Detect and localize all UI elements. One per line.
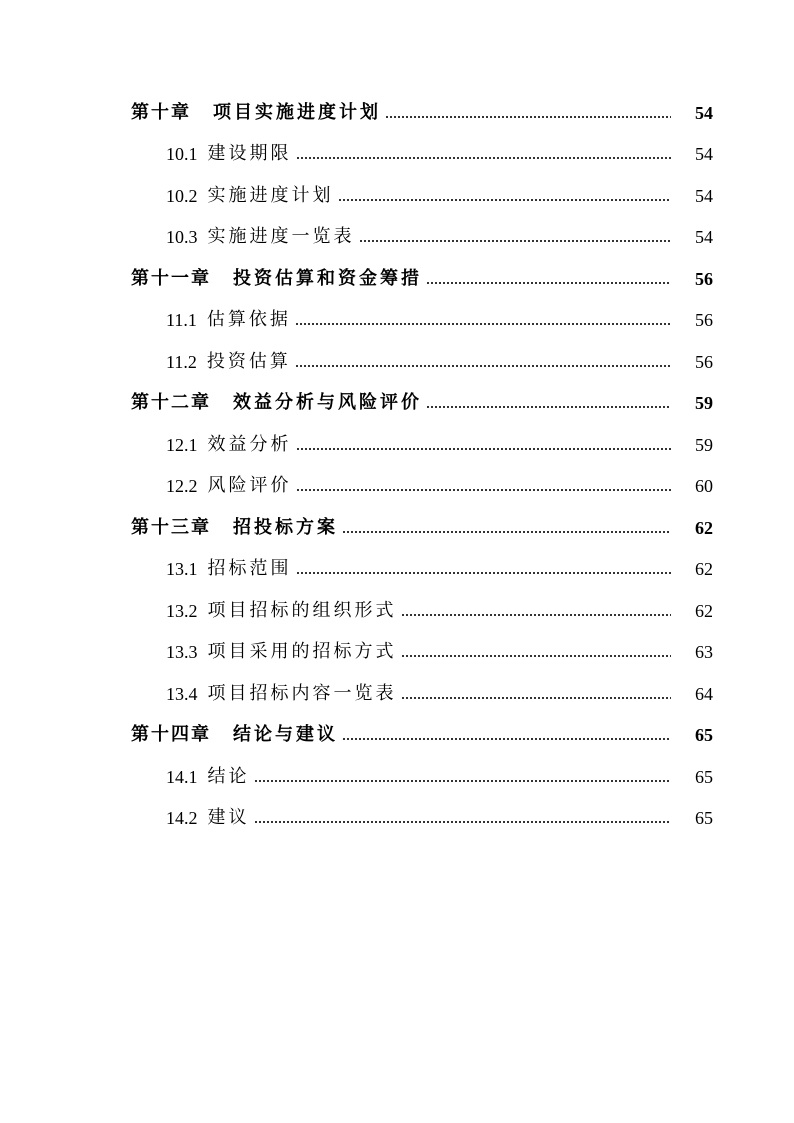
toc-entry-page: 60 bbox=[695, 476, 713, 496]
toc-entry-page: 56 bbox=[695, 310, 713, 330]
toc-entry-number: 10.1 bbox=[166, 144, 198, 164]
leader-dots bbox=[342, 531, 671, 533]
toc-entry-page: 65 bbox=[695, 808, 713, 828]
toc-entry-number: 14.1 bbox=[166, 767, 198, 787]
toc-entry-page: 54 bbox=[695, 103, 713, 123]
toc-entry-page: 54 bbox=[695, 227, 713, 247]
leader-dots bbox=[254, 821, 672, 823]
toc-entry-chapter[interactable] bbox=[131, 714, 713, 746]
toc-entry-title: 效益分析与风险评价 bbox=[233, 392, 422, 413]
toc-entry-page: 62 bbox=[695, 559, 713, 579]
toc-entry-section[interactable] bbox=[166, 548, 713, 580]
toc-entry-section[interactable] bbox=[166, 133, 713, 165]
toc-entry-page: 62 bbox=[695, 601, 713, 621]
toc-entry-section[interactable] bbox=[166, 216, 713, 248]
toc-entry-section[interactable] bbox=[166, 299, 713, 331]
toc-entry-section[interactable] bbox=[166, 175, 713, 207]
toc-entry-number: 11.1 bbox=[166, 310, 197, 330]
leader-dots bbox=[296, 448, 672, 450]
toc-entry-chapter[interactable] bbox=[131, 382, 713, 414]
toc-entry-number: 13.2 bbox=[166, 601, 198, 621]
toc-entry-title: 风险评价 bbox=[207, 475, 292, 496]
toc-entry-title: 效益分析 bbox=[207, 434, 292, 455]
toc-entry-title: 建设期限 bbox=[207, 143, 292, 164]
toc-entry-number: 10.3 bbox=[166, 227, 198, 247]
leader-dots bbox=[254, 780, 672, 782]
toc-entry-number: 第十章 bbox=[131, 102, 191, 122]
toc-entry-page: 64 bbox=[695, 684, 713, 704]
toc-entry-chapter[interactable] bbox=[131, 258, 713, 290]
toc-entry-title: 实施进度计划 bbox=[207, 185, 334, 206]
toc-entry-page: 54 bbox=[695, 144, 713, 164]
toc-entry-title: 实施进度一览表 bbox=[207, 226, 355, 247]
leader-dots bbox=[295, 323, 671, 325]
toc-entry-page: 63 bbox=[695, 642, 713, 662]
leader-dots bbox=[342, 738, 671, 740]
toc-entry-number: 10.2 bbox=[166, 186, 198, 206]
leader-dots bbox=[296, 572, 672, 574]
toc-entry-page: 54 bbox=[695, 186, 713, 206]
toc-entry-title: 投资估算 bbox=[206, 351, 291, 372]
toc-entry-number: 11.2 bbox=[166, 352, 197, 372]
toc-entry-page: 56 bbox=[695, 269, 713, 289]
toc-entry-chapter[interactable] bbox=[131, 92, 713, 124]
toc-entry-number: 14.2 bbox=[166, 808, 198, 828]
leader-dots bbox=[296, 489, 672, 491]
toc-entry-title: 结论与建议 bbox=[233, 724, 338, 745]
leader-dots bbox=[296, 157, 672, 159]
leader-dots bbox=[426, 406, 671, 408]
toc-entry-page: 65 bbox=[695, 767, 713, 787]
toc-entry-number: 第十一章 bbox=[131, 268, 211, 288]
toc-entry-number: 12.2 bbox=[166, 476, 198, 496]
toc-entry-page: 56 bbox=[695, 352, 713, 372]
leader-dots bbox=[359, 240, 672, 242]
toc-entry-section[interactable] bbox=[166, 631, 713, 663]
toc-entry-title: 项目招标内容一览表 bbox=[207, 683, 397, 704]
toc-entry-page: 65 bbox=[695, 725, 713, 745]
toc-entry-section[interactable] bbox=[166, 341, 713, 373]
toc-entry-title: 招标范围 bbox=[207, 558, 292, 579]
toc-entry-section[interactable] bbox=[166, 590, 713, 622]
toc-entry-title: 招投标方案 bbox=[233, 517, 338, 538]
toc-entry-section[interactable] bbox=[166, 465, 713, 497]
toc-entry-section[interactable] bbox=[166, 797, 713, 829]
leader-dots bbox=[295, 365, 671, 367]
toc-entry-page: 59 bbox=[695, 435, 713, 455]
toc-entry-number: 13.3 bbox=[166, 642, 198, 662]
toc-entry-title: 项目采用的招标方式 bbox=[207, 641, 397, 662]
toc-entry-number: 13.4 bbox=[166, 684, 198, 704]
toc-entry-section[interactable] bbox=[166, 673, 713, 705]
toc-entry-page: 62 bbox=[695, 518, 713, 538]
toc-entry-number: 13.1 bbox=[166, 559, 198, 579]
toc-entry-title: 估算依据 bbox=[206, 309, 291, 330]
toc-entry-section[interactable] bbox=[166, 424, 713, 456]
toc-entry-section[interactable] bbox=[166, 756, 713, 788]
toc-entry-number: 第十四章 bbox=[131, 724, 211, 744]
toc-entry-title: 结论 bbox=[207, 766, 250, 787]
toc-entry-title: 建议 bbox=[207, 807, 250, 828]
toc-entry-chapter[interactable] bbox=[131, 507, 713, 539]
toc-entry-title: 项目招标的组织形式 bbox=[207, 600, 397, 621]
toc-entry-page: 59 bbox=[695, 393, 713, 413]
leader-dots bbox=[401, 655, 672, 657]
toc-entry-title: 项目实施进度计划 bbox=[213, 102, 381, 123]
toc-entry-number: 12.1 bbox=[166, 435, 198, 455]
leader-dots bbox=[401, 697, 672, 699]
toc-entry-title: 投资估算和资金筹措 bbox=[233, 268, 422, 289]
toc-entry-number: 第十二章 bbox=[131, 392, 211, 412]
leader-dots bbox=[426, 282, 671, 284]
leader-dots bbox=[338, 199, 672, 201]
toc-entry-number: 第十三章 bbox=[131, 517, 211, 537]
leader-dots bbox=[401, 614, 672, 616]
leader-dots bbox=[385, 116, 671, 118]
